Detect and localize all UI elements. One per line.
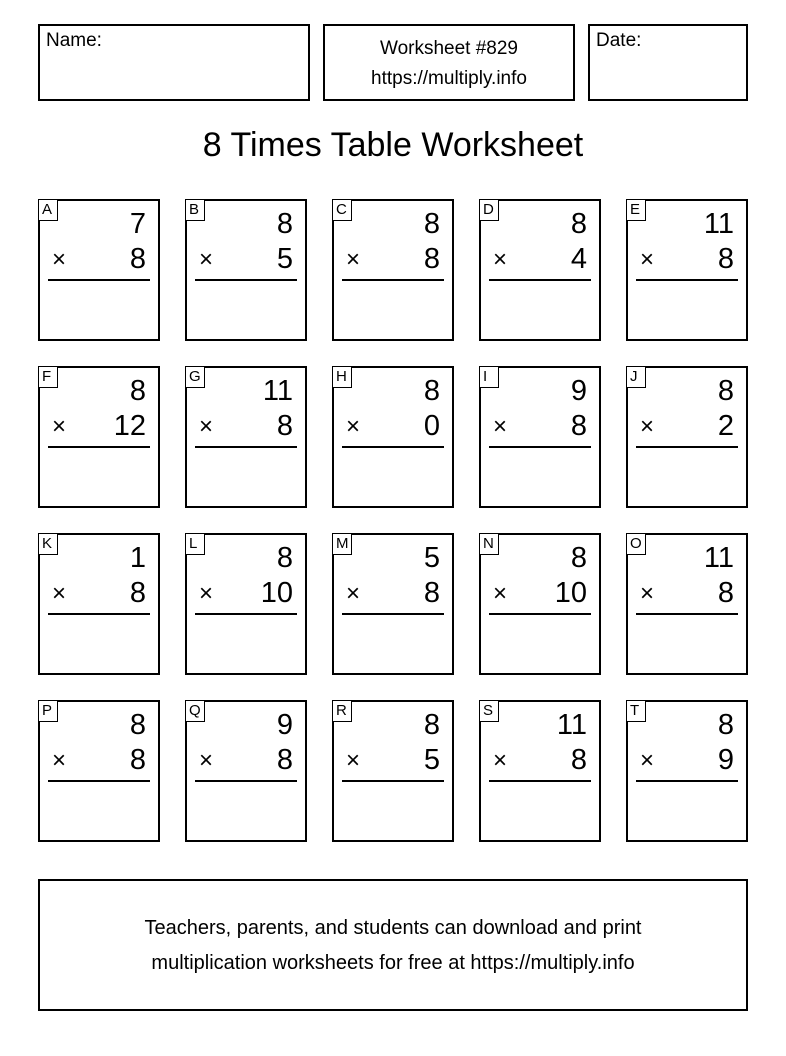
problem-box bbox=[479, 199, 601, 341]
problem-top-number: 8 bbox=[129, 375, 146, 407]
problem-letter: T bbox=[626, 700, 646, 722]
problem-box bbox=[332, 533, 454, 675]
answer-line bbox=[489, 279, 591, 281]
multiply-sign: × bbox=[199, 246, 214, 273]
problem-box bbox=[185, 700, 307, 842]
problem-top-number: 11 bbox=[703, 542, 734, 574]
problem-letter: B bbox=[185, 199, 205, 221]
problem-box bbox=[38, 366, 160, 508]
footer-line-2: multiplication worksheets for free at https://multiply.info bbox=[151, 952, 635, 974]
answer-line bbox=[636, 613, 738, 615]
problem-letter: F bbox=[38, 366, 58, 388]
answer-line bbox=[195, 279, 297, 281]
date-label: Date: bbox=[596, 30, 642, 51]
answer-line bbox=[342, 446, 444, 448]
problem-letter: M bbox=[332, 533, 352, 555]
page-title: 8 Times Table Worksheet bbox=[202, 126, 584, 164]
problem-top-number: 9 bbox=[276, 709, 293, 741]
problem-letter: L bbox=[185, 533, 205, 555]
problem-bottom-number: 8 bbox=[423, 577, 440, 609]
problem-letter: C bbox=[332, 199, 352, 221]
problem-bottom-number: 8 bbox=[717, 577, 734, 609]
problem-box bbox=[332, 366, 454, 508]
multiply-sign: × bbox=[493, 580, 508, 607]
problem-bottom-number: 8 bbox=[129, 577, 146, 609]
problem-letter: N bbox=[479, 533, 499, 555]
answer-line bbox=[636, 446, 738, 448]
multiply-sign: × bbox=[52, 747, 67, 774]
answer-line bbox=[195, 613, 297, 615]
problem-top-number: 8 bbox=[570, 542, 587, 574]
problem-bottom-number: 12 bbox=[113, 410, 146, 442]
answer-line bbox=[48, 279, 150, 281]
answer-line bbox=[48, 446, 150, 448]
name-label: Name: bbox=[46, 30, 102, 51]
answer-line bbox=[489, 613, 591, 615]
problem-letter: J bbox=[626, 366, 646, 388]
problem-top-number: 5 bbox=[423, 542, 440, 574]
problem-top-number: 8 bbox=[717, 375, 734, 407]
problem-letter: E bbox=[626, 199, 646, 221]
problem-box bbox=[479, 533, 601, 675]
problem-bottom-number: 4 bbox=[570, 243, 587, 275]
date-field-box bbox=[588, 24, 748, 101]
answer-line bbox=[489, 446, 591, 448]
multiply-sign: × bbox=[493, 747, 508, 774]
multiply-sign: × bbox=[640, 747, 655, 774]
multiply-sign: × bbox=[52, 413, 67, 440]
problem-bottom-number: 10 bbox=[260, 577, 293, 609]
problem-bottom-number: 5 bbox=[276, 243, 293, 275]
multiply-sign: × bbox=[346, 413, 361, 440]
problem-box bbox=[185, 199, 307, 341]
problem-top-number: 9 bbox=[570, 375, 587, 407]
problem-letter: O bbox=[626, 533, 646, 555]
name-field-box bbox=[38, 24, 310, 101]
problem-bottom-number: 2 bbox=[717, 410, 734, 442]
problem-letter: R bbox=[332, 700, 352, 722]
problem-box bbox=[332, 700, 454, 842]
problem-letter: G bbox=[185, 366, 205, 388]
problem-top-number: 8 bbox=[276, 208, 293, 240]
problem-box bbox=[38, 700, 160, 842]
answer-line bbox=[342, 279, 444, 281]
problem-letter: Q bbox=[185, 700, 205, 722]
worksheet-url: https://multiply.info bbox=[371, 68, 527, 89]
problem-letter: I bbox=[479, 366, 499, 388]
problem-top-number: 8 bbox=[423, 709, 440, 741]
problem-bottom-number: 8 bbox=[570, 410, 587, 442]
problem-top-number: 8 bbox=[423, 375, 440, 407]
problem-letter: A bbox=[38, 199, 58, 221]
multiply-sign: × bbox=[199, 580, 214, 607]
problem-box bbox=[626, 533, 748, 675]
answer-line bbox=[48, 780, 150, 782]
problem-box bbox=[479, 366, 601, 508]
multiply-sign: × bbox=[346, 747, 361, 774]
problem-top-number: 11 bbox=[262, 375, 293, 407]
problem-letter: K bbox=[38, 533, 58, 555]
footer-box bbox=[38, 879, 748, 1011]
problem-letter: D bbox=[479, 199, 499, 221]
problem-box bbox=[626, 700, 748, 842]
multiply-sign: × bbox=[199, 747, 214, 774]
problem-top-number: 8 bbox=[129, 709, 146, 741]
worksheet-info-box bbox=[323, 24, 575, 101]
problem-bottom-number: 9 bbox=[717, 744, 734, 776]
problem-bottom-number: 5 bbox=[423, 744, 440, 776]
multiply-sign: × bbox=[640, 580, 655, 607]
problem-top-number: 11 bbox=[556, 709, 587, 741]
problem-top-number: 8 bbox=[717, 709, 734, 741]
problem-bottom-number: 0 bbox=[423, 410, 440, 442]
problem-bottom-number: 8 bbox=[129, 744, 146, 776]
answer-line bbox=[48, 613, 150, 615]
multiply-sign: × bbox=[493, 413, 508, 440]
answer-line bbox=[195, 446, 297, 448]
worksheet-number: Worksheet #829 bbox=[379, 38, 518, 59]
multiply-sign: × bbox=[493, 246, 508, 273]
multiply-sign: × bbox=[346, 580, 361, 607]
problem-top-number: 8 bbox=[570, 208, 587, 240]
answer-line bbox=[489, 780, 591, 782]
problem-bottom-number: 8 bbox=[129, 243, 146, 275]
problem-box bbox=[38, 199, 160, 341]
problem-bottom-number: 8 bbox=[570, 744, 587, 776]
answer-line bbox=[342, 613, 444, 615]
problem-letter: H bbox=[332, 366, 352, 388]
footer-line-1: Teachers, parents, and students can download and print bbox=[144, 917, 642, 939]
problem-bottom-number: 8 bbox=[276, 410, 293, 442]
problem-box bbox=[332, 199, 454, 341]
problem-top-number: 1 bbox=[129, 542, 146, 574]
answer-line bbox=[342, 780, 444, 782]
multiply-sign: × bbox=[640, 413, 655, 440]
problem-box bbox=[479, 700, 601, 842]
problem-box bbox=[38, 533, 160, 675]
answer-line bbox=[195, 780, 297, 782]
problem-box bbox=[626, 199, 748, 341]
problem-top-number: 11 bbox=[703, 208, 734, 240]
answer-line bbox=[636, 279, 738, 281]
problem-box bbox=[626, 366, 748, 508]
problem-box bbox=[185, 533, 307, 675]
problem-letter: S bbox=[479, 700, 499, 722]
multiply-sign: × bbox=[640, 246, 655, 273]
answer-line bbox=[636, 780, 738, 782]
multiply-sign: × bbox=[52, 580, 67, 607]
problem-letter: P bbox=[38, 700, 58, 722]
multiply-sign: × bbox=[346, 246, 361, 273]
multiply-sign: × bbox=[199, 413, 214, 440]
problem-bottom-number: 10 bbox=[554, 577, 587, 609]
multiply-sign: × bbox=[52, 246, 67, 273]
problem-top-number: 8 bbox=[276, 542, 293, 574]
problem-top-number: 7 bbox=[129, 208, 146, 240]
problem-top-number: 8 bbox=[423, 208, 440, 240]
problem-bottom-number: 8 bbox=[717, 243, 734, 275]
problem-box bbox=[185, 366, 307, 508]
problem-bottom-number: 8 bbox=[276, 744, 293, 776]
problem-bottom-number: 8 bbox=[423, 243, 440, 275]
